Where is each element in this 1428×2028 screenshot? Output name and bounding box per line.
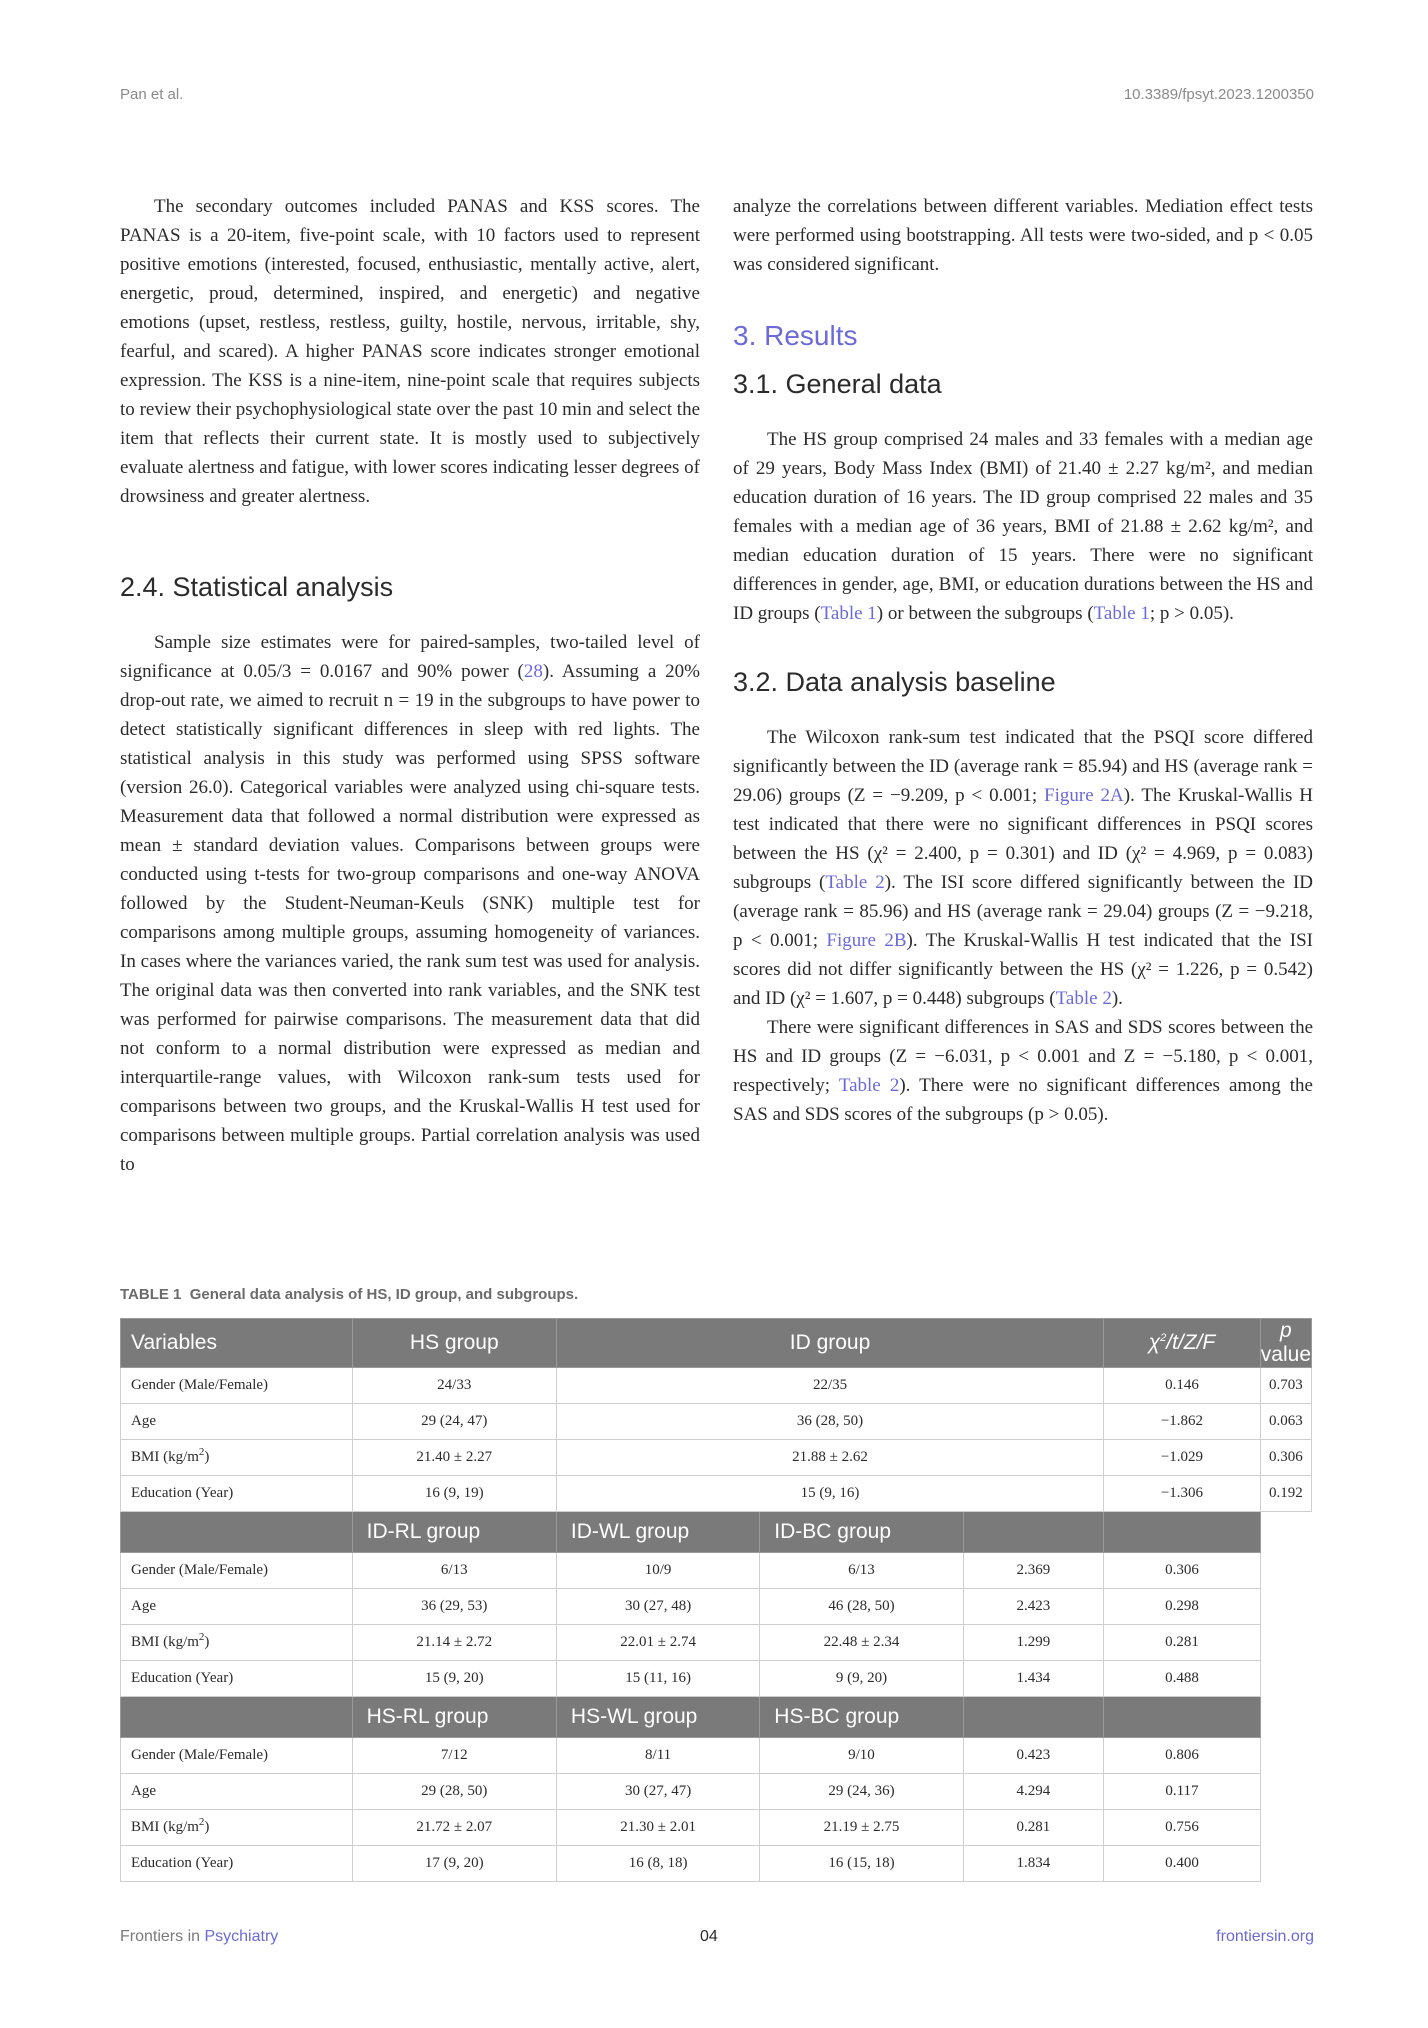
table-cell: 0.298 (1104, 1589, 1261, 1625)
page-number: 04 (700, 1928, 718, 1945)
figure2a-link[interactable]: Figure 2A (1044, 785, 1124, 806)
table-header-cell (121, 1512, 353, 1553)
table-cell: 17 (9, 20) (352, 1846, 556, 1882)
table-cell: 30 (27, 47) (556, 1774, 759, 1810)
table-row (121, 1661, 1312, 1697)
table-cell: Age (121, 1589, 353, 1625)
table-row (121, 1846, 1312, 1882)
table-row (121, 1476, 1312, 1512)
journal-name-link[interactable]: Psychiatry (204, 1928, 279, 1945)
table-cell: 1.834 (963, 1846, 1103, 1882)
table-cell: Education (Year) (121, 1476, 353, 1512)
table-header-cell: Variables (121, 1319, 353, 1368)
table-cell: 21.40 ± 2.27 (352, 1440, 556, 1476)
table-cell: 2.423 (963, 1589, 1103, 1625)
table-row (121, 1738, 1312, 1774)
continued-paragraph: analyze the correlations between different variables. Mediation effect tests were performed using bootstrapping. All tests were two-sided, and p < 0.05 was considered significant. (733, 196, 1313, 275)
table-cell: 0.281 (1104, 1625, 1261, 1661)
table-cell: BMI $(kg/m^2)$ (121, 1625, 353, 1661)
table-cell: 0.117 (1104, 1774, 1261, 1810)
table-subheader-row (121, 1697, 1312, 1738)
table-cell: Education (Year) (121, 1661, 353, 1697)
table-cell: 0.192 (1260, 1476, 1311, 1512)
table-cell: Gender (Male/Female) (121, 1368, 353, 1404)
table-cell: 0.703 (1260, 1368, 1311, 1404)
table-cell: 46 (28, 50) (760, 1589, 963, 1625)
table-cell: 15 (9, 20) (352, 1661, 556, 1697)
table-cell: 16 (8, 18) (556, 1846, 759, 1882)
table-cell: 0.063 (1260, 1404, 1311, 1440)
table-cell: 8/11 (556, 1738, 759, 1774)
table-cell: 21.72 ± 2.07 (352, 1810, 556, 1846)
table-cell: 21.19 ± 2.75 (760, 1810, 963, 1846)
table-cell: 15 (11, 16) (556, 1661, 759, 1697)
table-header-cell: HS-BC group (760, 1697, 963, 1738)
table-cell: 36 (28, 50) (556, 1404, 1103, 1440)
baseline-paragraph-2: There were significant differences in SAS and SDS scores between the HS and ID groups (Z = −6.031, p < 0.001 and Z = −5.180, p < 0.001, respectively; Table 2). There were no significant differences among the SAS and SDS scores of the subgroups (p > 0.05). (733, 1017, 1313, 1125)
heading-results: 3. Results (733, 320, 858, 351)
table-cell: 22.01 ± 2.74 (556, 1625, 759, 1661)
table-cell: 6/13 (352, 1553, 556, 1589)
table-cell: 22/35 (556, 1368, 1103, 1404)
table-row (121, 1589, 1312, 1625)
table-cell: 2.369 (963, 1553, 1103, 1589)
table-row (121, 1440, 1312, 1476)
table-cell: 29 (24, 36) (760, 1774, 963, 1810)
table-cell: 0.400 (1104, 1846, 1261, 1882)
table-cell: Age (121, 1774, 353, 1810)
right-column (733, 192, 1313, 1129)
table-cell: −1.306 (1104, 1476, 1261, 1512)
table-header-cell: ID group (556, 1319, 1103, 1368)
table2-link[interactable]: Table 2 (1055, 988, 1112, 1009)
table-cell: 7/12 (352, 1738, 556, 1774)
table-header-cell: HS-RL group (352, 1697, 556, 1738)
table-cell: 0.281 (963, 1810, 1103, 1846)
table-cell: BMI $(kg/m^2)$ (121, 1810, 353, 1846)
table-cell: 9/10 (760, 1738, 963, 1774)
table-cell: 22.48 ± 2.34 (760, 1625, 963, 1661)
table-cell: 6/13 (760, 1553, 963, 1589)
table-header-cell: p value (1260, 1319, 1311, 1366)
table-cell: −1.862 (1104, 1404, 1261, 1440)
running-head-author: Pan et al. (120, 86, 184, 103)
table-cell: 15 (9, 16) (556, 1476, 1103, 1512)
table-cell: −1.029 (1104, 1440, 1261, 1476)
table-cell: 16 (15, 18) (760, 1846, 963, 1882)
table-row (121, 1368, 1312, 1404)
table-cell: 29 (28, 50) (352, 1774, 556, 1810)
running-head-doi: 10.3389/fpsyt.2023.1200350 (1123, 86, 1314, 103)
site-link[interactable]: frontiersin.org (1216, 1928, 1314, 1945)
table-header-cell: $\chi^2/t/Z/F$ (1104, 1319, 1261, 1368)
table-header-cell: ID-BC group (760, 1512, 963, 1553)
statistical-analysis-paragraph: Sample size estimates were for paired-samples, two-tailed level of significance at 0.05/3 = 0.0167 and 90% power (28). Assuming a 20% drop-out rate, we aimed to recruit n = 19 in the subgroups to have power to detect statistically significant differences in sleep with red lights. The statistical analysis in this study was performed using SPSS software (version 26.0). Categorical variables were analyzed using chi-square tests. Measurement data that followed a normal distribution were expressed as mean ± standard deviation values. Comparisons between groups were conducted using t-tests for two-group comparisons and one-way ANOVA followed by the Student-Neuman-Keuls (SNK) multiple test for comparisons among multiple groups, assuming homogeneity of variances. In cases where the variances varied, the rank sum test was used for analysis. The original data was then converted into rank variables, and the SNK test was performed for pairwise comparisons. The measurement data that did not conform to a normal distribution were expressed as median and interquartile-range values, with Wilcoxon rank-sum tests used for comparisons between two groups, and the Kruskal-Wallis H test used for comparisons between multiple groups. Partial correlation analysis was used to (120, 632, 700, 1175)
baseline-paragraph-1: The Wilcoxon rank-sum test indicated that the PSQI score differed significantly between the ID (average rank = 85.94) and HS (average rank = 29.06) groups (Z = −9.209, p < 0.001; Figure 2A). The Kruskal-Wallis H test indicated that there were no significant differences in PSQI scores between the HS (χ² = 2.400, p = 0.301) and ID (χ² = 4.969, p = 0.083) subgroups (Table 2). The ISI score differed significantly between the ID (average rank = 85.96) and HS (average rank = 29.04) groups (Z = −9.218, p < 0.001; Figure 2B). The Kruskal-Wallis H test indicated that the ISI scores did not differ significantly between the HS (χ² = 1.226, p = 0.542) and ID (χ² = 1.607, p = 0.448) subgroups (Table 2). (733, 727, 1314, 1009)
table-cell: 0.488 (1104, 1661, 1261, 1697)
footer-journal: Frontiers in Psychiatry (120, 1928, 279, 1945)
table-cell: 1.434 (963, 1661, 1103, 1697)
table2-link[interactable]: Table 2 (825, 872, 885, 893)
heading-data-analysis-baseline: 3.2. Data analysis baseline (733, 667, 1056, 697)
table-cell: 21.30 ± 2.01 (556, 1810, 759, 1846)
table-subheader-row (121, 1512, 1312, 1553)
reference-link-28[interactable]: 28 (523, 661, 543, 682)
left-column (120, 192, 700, 1179)
figure2b-link[interactable]: Figure 2B (826, 930, 907, 951)
table-cell: 0.306 (1104, 1553, 1261, 1589)
table-cell: 4.294 (963, 1774, 1103, 1810)
table-cell: Gender (Male/Female) (121, 1553, 353, 1589)
table-cell: 36 (29, 53) (352, 1589, 556, 1625)
heading-general-data: 3.1. General data (733, 369, 942, 399)
table-cell: 1.299 (963, 1625, 1103, 1661)
table-cell: 24/33 (352, 1368, 556, 1404)
panas-kss-paragraph: The secondary outcomes included PANAS and KSS scores. The PANAS is a 20-item, five-point scale, with 10 factors used to represent positive emotions (interested, focused, enthusiastic, mentally active, alert, energetic, proud, determined, inspired, and energetic) and negative emotions (upset, restless, restless, guilty, hostile, nervous, irritable, shy, fearful, and scared). A higher PANAS score indicates stronger emotional expression. The KSS is a nine-item, nine-point scale that requires subjects to review their psychophysiological state over the past 10 min and select the item that reflects their current state. It is mostly used to subjectively evaluate alertness and fatigue, with lower scores indicating lesser degrees of drowsiness and greater alertness. (120, 196, 700, 507)
table1-link[interactable]: Table 1 (820, 603, 877, 624)
table2-link[interactable]: Table 2 (838, 1075, 900, 1096)
table-cell: 0.146 (1104, 1368, 1261, 1404)
table-cell: 0.306 (1260, 1440, 1311, 1476)
table-row (121, 1774, 1312, 1810)
table-cell: 0.756 (1104, 1810, 1261, 1846)
table-row (121, 1404, 1312, 1440)
table-header-cell (963, 1512, 1103, 1553)
table1-caption: TABLE 1 General data analysis of HS, ID group, and subgroups. (120, 1286, 579, 1303)
table-header-cell (121, 1697, 353, 1738)
table-row (121, 1553, 1312, 1589)
table-cell: Education (Year) (121, 1846, 353, 1882)
table-header-cell: ID-WL group (556, 1512, 759, 1553)
table-header-cell: HS-WL group (556, 1697, 759, 1738)
table-header-cell (1104, 1512, 1261, 1553)
table-cell: 0.423 (963, 1738, 1103, 1774)
heading-statistical-analysis: 2.4. Statistical analysis (120, 572, 394, 602)
table-header-cell: HS group (352, 1319, 556, 1368)
table-cell: 0.806 (1104, 1738, 1261, 1774)
table-header-cell: ID-RL group (352, 1512, 556, 1553)
table-cell: 29 (24, 47) (352, 1404, 556, 1440)
table-cell: 21.88 ± 2.62 (556, 1440, 1103, 1476)
table-row (121, 1810, 1312, 1846)
table-cell: 16 (9, 19) (352, 1476, 556, 1512)
table-header-row (121, 1319, 1312, 1368)
table-cell: Age (121, 1404, 353, 1440)
table-cell: 21.14 ± 2.72 (352, 1625, 556, 1661)
table-cell: BMI $(kg/m^2)$ (121, 1440, 353, 1476)
table-cell: 30 (27, 48) (556, 1589, 759, 1625)
table-header-cell (963, 1697, 1103, 1738)
table-row (121, 1625, 1312, 1661)
table-header-cell (1104, 1697, 1261, 1738)
table-cell: Gender (Male/Female) (121, 1738, 353, 1774)
table-cell: 10/9 (556, 1553, 759, 1589)
table1 (120, 1318, 1312, 1882)
table1-link[interactable]: Table 1 (1093, 603, 1150, 624)
table-cell: 9 (9, 20) (760, 1661, 963, 1697)
general-data-paragraph: The HS group comprised 24 males and 33 females with a median age of 29 years, Body Mass Index (BMI) of 21.40 ± 2.27 kg/m², and median education duration of 16 years. The ID group comprised 22 males and 35 females with a median age of 36 years, BMI of 21.88 ± 2.62 kg/m², and median education duration of 15 years. There were no significant differences in gender, age, BMI, or education durations between the HS and ID groups (Table 1) or between the subgroups (Table 1; p > 0.05). (733, 429, 1313, 624)
